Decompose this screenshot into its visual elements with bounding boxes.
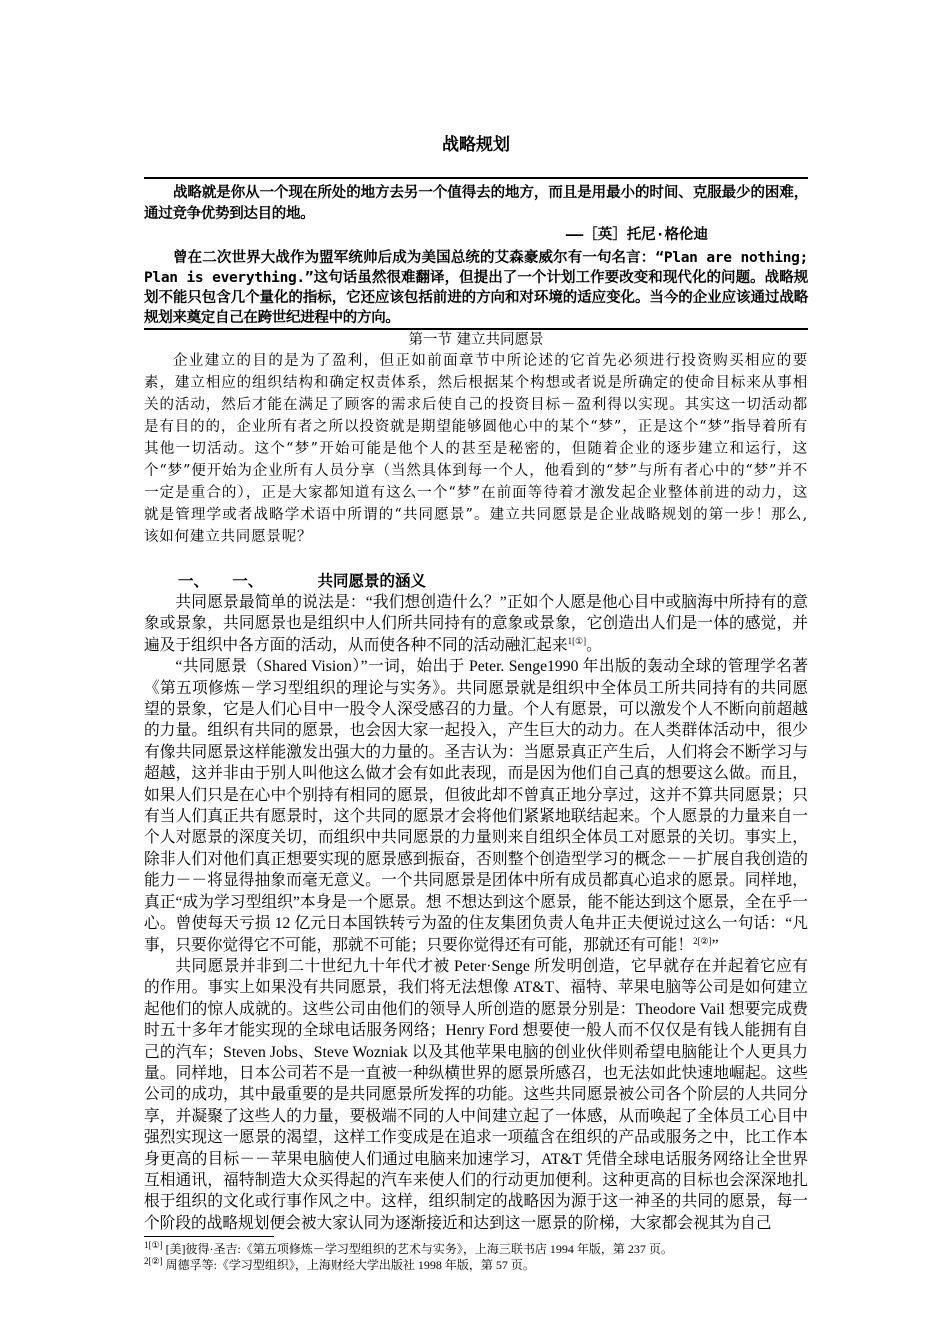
subheading-number-1: 一、 — [178, 573, 210, 590]
footnote-rule — [144, 1236, 274, 1237]
footnote-text-1: [美]彼得·圣吉:《第五项修炼－学习型组织的艺术与实务》，上海三联书店 1994 年版，第 237 页。 — [162, 1242, 673, 1257]
body-paragraph-1 — [144, 592, 808, 656]
subheading — [178, 572, 808, 592]
footnote-2 — [144, 1257, 808, 1273]
document-title: 战略规划 — [442, 135, 510, 155]
intro-paragraph: 企业建立的目的是为了盈利，但正如前面章节中所论述的它首先必须进行投资购买相应的要素，建立相应的组织结构和确定权责体系，然后根据某个构想或者说是所确定的使命目标来从事相关的活动，然后才能在满足了顾客的需求后使自己的投资目标－盈利得以实现。其实这一切活动都是有目的的，企业所有者之所以投资就是期望能够圆他心中的某个“梦”，正是这个“梦”指导着所有其他一切活动。这个“梦”开始可能是他个人的甚至是秘密的，但随着企业的逐步建立和运行，这个“梦”便开始为企业所有人员分享（当然具体到每一个人，他看到的“梦”与所有者心中的“梦”并不一定是重合的），正是大家都知道有这么一个“梦”在前面等待着才激发起企业整体前进的动力，这就是管理学或者战略学术语中所谓的“共同愿景”。建立共同愿景是企业战略规划的第一步！那么,该如何建立共同愿景呢？ — [144, 353, 808, 545]
paragraph-end: ” — [711, 936, 719, 954]
paragraph-end: 。 — [586, 636, 602, 654]
footnote-mark-2: 2[②] — [144, 1256, 163, 1267]
body-paragraph-2 — [144, 656, 808, 956]
footnote-ref-1[interactable]: 1[①] — [567, 635, 587, 646]
paragraph-text: “共同愿景（Shared Vision）”一词，始出于 Peter. Senge1990 年出版的轰动全球的管理学名著《第五项修炼－学习型组织的理论与实务》。共同愿景就是组织中全体员工所共同持有的共同愿望的景象，它是人们心目中一股令人深受感召的力量。个人有愿景，可以激发个人不断向前超越的力量。组织有共同的愿景，也会因大家一起投入，产生巨大的动力。在人类群体活动中，很少有像共同愿景这样能激发出强大的力量的。圣吉认为：当愿景真正产生后，人们将会不断学习与超越，这并非由于别人叫他这么做才会有如此表现，而是因为他们自己真的想要这么做。而且，如果人们只是在心中个别持有相同的愿景，但彼此却不曾真正地分享过，这并不算共同愿景；只有当人们真正共有愿景时，这个共同的愿景才会将他们紧紧地联结起来。个人愿景的力量来自一个人对愿景的深度关切，而组织中共同愿景的力量则来自组织全体员工对愿景的关切。事实上，除非人们对他们真正想要实现的愿景感到振奋，否则整个创造型学习的概念－－扩展自我创造的能力－－将显得抽象而毫无意义。一个共同愿景是团体中所有成员都真心追求的愿景。同样地，真正“成为学习型组织”本身是一个愿景。想 不想达到这个愿景，能不能达到这个愿景，全在乎一心。曾使每天亏损 12 亿元日本国铁转亏为盈的住友集团负责人龟井正夫便说过这么一句话：“凡事，只要你觉得它不可能，那就不可能；只要你觉得还有可能，那就还有可能！ — [144, 658, 808, 954]
paragraph-text: 共同愿景最简单的说法是：“我们想创造什么？”正如个人愿是他心目中或脑海中所持有的意象或景象，共同愿景也是组织中人们所共同持有的意象或景象，它创造出人们是一体的感觉，并遍及于组织中各方面的活动，从而使各种不同的活动融汇起来 — [144, 594, 808, 654]
footnote-ref-2[interactable]: 2[②] — [693, 935, 712, 946]
body-paragraph-3: 共同愿景并非到二十世纪九十年代才被 Peter·Senge 所发明创造，它早就存在并起着它应有的作用。事实上如果没有共同愿景，我们将无法想像 AT&T、福特、苹果电脑等公司是如何建立起他们的惊人成就的。这些公司由他们的领导人所创造的愿景分别是：Theodore Vail 想要完成费时五十多年才能实现的全球电话服务网络；Henry Ford 想要使一般人而不仅仅是有钱人能拥有自己的汽车；Steven Jobs、Steve Wozniak 以及其他苹果电脑的创业伙伴则希望电脑能让个人更具力量。同样地，日本公司若不是一直被一种纵横世界的愿景所感召，也无法如此快速地崛起。这些公司的成功，其中最重要的是共同愿景所发挥的功能。这些共同愿景被公司各个阶层的人共同分享，并凝聚了这些人的力量，要极端不同的人中间建立起了一体感，从而唤起了全体员工心目中强烈实现这一愿景的渴望，这样工作变成是在追求一项蕴含在组织的产品或服务之中，比工作本身更高的目标－－苹果电脑使人们通过电脑来加速学习，AT&T 凭借全球电话服务网络让全世界互相通讯，福特制造大众买得起的汽车来使人们的行动更加便利。这种更高的目标也会深深地扎根于组织的文化或行事作风之中。这样，组织制定的战略因为源于这一神圣的共同的愿景，每一个阶段的战略规划便会被大家认同为逐渐接近和达到这一愿景的阶梯，大家都会视其为自己 — [144, 957, 808, 1232]
document-page — [144, 130, 808, 1273]
lead-paragraph: 曾在二次世界大战作为盟军统帅后成为美国总统的艾森豪威尔有一句名言：“Plan are nothing; Plan is everything.”这句话虽然很难翻译，但提出了一个计划工作要改变和现代化的问题。战略规划不能只包含几个量化的指标，它还应该包括前进的方向和对环境的适应变化。当今的企业应该通过战略规划来奠定自己在跨世纪进程中的方向。 — [144, 248, 808, 330]
subheading-number-2: 一、 — [232, 573, 264, 590]
section-title: 第一节 建立共同愿景 — [408, 332, 544, 348]
top-rule — [144, 177, 808, 179]
subheading-text: 共同愿景的涵义 — [317, 573, 427, 590]
footnote-1 — [144, 1241, 808, 1257]
footnote-mark-1: 1[①] — [144, 1240, 163, 1251]
footnote-text-2: 周德孚等:《学习型组织》，上海财经大学出版社 1998 年版，第 57 页。 — [162, 1258, 535, 1273]
epigraph-attribution: ——［英］托尼·格伦迪 — [565, 227, 708, 243]
epigraph-text: 战略就是你从一个现在所处的地方去另一个值得去的地方，而且是用最小的时间、克服最少的困难，通过竞争优势到达目的地。 — [144, 185, 808, 222]
